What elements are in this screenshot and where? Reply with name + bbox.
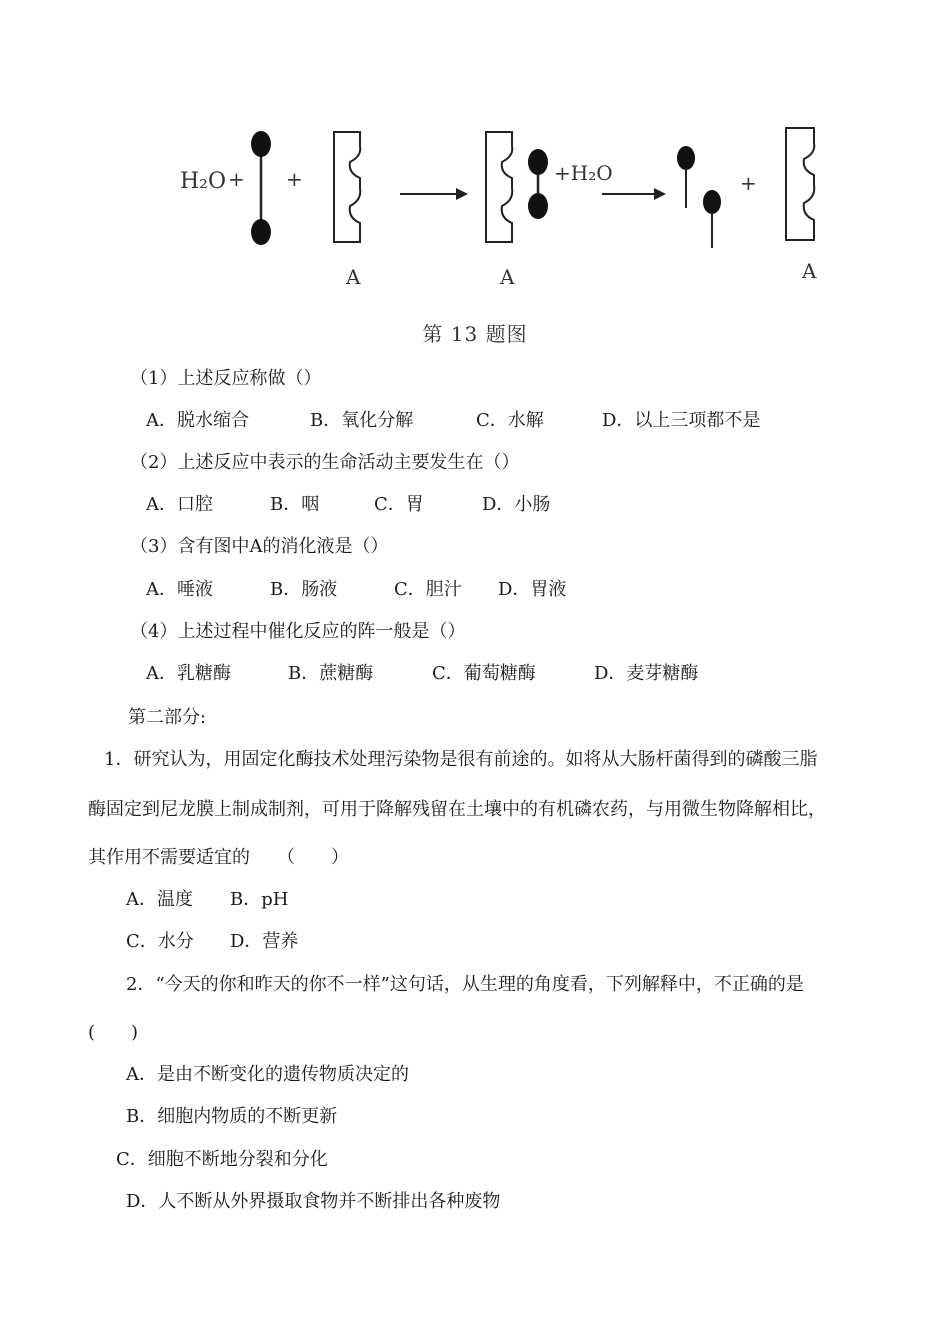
- option-a[interactable]: A．温度: [126, 889, 193, 910]
- part2-question-1-options-row1: [126, 885, 288, 911]
- option-d[interactable]: D．小肠: [482, 494, 551, 515]
- option-c[interactable]: C．细胞不断地分裂和分化: [116, 1149, 328, 1170]
- question-2-options: [146, 490, 550, 516]
- option-b[interactable]: B．肠液: [270, 579, 338, 600]
- option-b[interactable]: B．氧化分解: [310, 410, 414, 431]
- part2-question-1-options-row2: [126, 927, 298, 953]
- enzyme-label: A: [802, 259, 817, 283]
- option-d[interactable]: D．人不断从外界摄取食物并不断排出各种废物: [126, 1191, 501, 1212]
- option-a[interactable]: A．口腔: [146, 494, 213, 515]
- enzyme-substrate-complex: [486, 132, 548, 242]
- part2-question-1-line1: 1．研究认为，用固定化酶技术处理污染物是很有前途的。如将从大肠杆菌得到的磷酸三脂: [104, 749, 818, 770]
- arrow-right-icon: [602, 188, 666, 200]
- enzyme-a-shape: [334, 132, 360, 242]
- option-c[interactable]: C．胆汁: [394, 579, 462, 600]
- option-d[interactable]: D．麦芽糖酶: [594, 663, 699, 684]
- water-label-left: H₂O: [180, 169, 227, 194]
- option-c[interactable]: C．水解: [476, 410, 544, 431]
- option-d[interactable]: D．以上三项都不是: [602, 410, 761, 431]
- part2-question-2-line2: ( ): [88, 1022, 139, 1043]
- option-b[interactable]: B．蔗糖酶: [288, 663, 374, 684]
- question-4-stem: （4）上述过程中催化反应的阵一般是（）: [130, 621, 466, 642]
- option-d[interactable]: D．胃液: [498, 579, 567, 600]
- plus-sign: +: [286, 167, 303, 191]
- arrow-right-icon: [400, 188, 468, 200]
- part2-question-1-line2: 酶固定到尼龙膜上制成制剂，可用于降解残留在土壤中的有机磷农药，与用微生物降解相比，: [88, 799, 826, 820]
- question-1-stem: （1）上述反应称做（）: [130, 368, 322, 389]
- option-c[interactable]: C．葡萄糖酶: [432, 663, 536, 684]
- reaction-diagram-svg: [170, 118, 840, 298]
- option-b[interactable]: B．pH: [230, 889, 289, 910]
- option-b[interactable]: B．咽: [270, 494, 320, 515]
- enzyme-label: A: [500, 265, 515, 289]
- plus-sign: +: [740, 171, 757, 195]
- monosaccharide-molecules: [677, 146, 721, 248]
- option-a[interactable]: A．脱水缩合: [146, 410, 249, 431]
- option-a[interactable]: A．乳糖酶: [146, 663, 231, 684]
- part2-question-2-line1: 2．“今天的你和昨天的你不一样”这句话，从生理的角度看，下列解释中，不正确的是: [126, 974, 804, 995]
- option-d[interactable]: D．营养: [230, 931, 299, 952]
- question-1-options: [146, 406, 760, 432]
- plus-sign: +: [228, 167, 245, 191]
- option-a[interactable]: A．唾液: [146, 579, 213, 600]
- disaccharide-molecule: [251, 131, 271, 245]
- enzyme-a-shape: [786, 128, 814, 240]
- question-4-options: [146, 659, 698, 685]
- figure-caption: 第 13 题图: [422, 322, 528, 346]
- question-3-stem: （3）含有图中A的消化液是（）: [130, 536, 389, 557]
- option-c[interactable]: C．胃: [374, 494, 424, 515]
- enzyme-label: A: [346, 265, 361, 289]
- option-b[interactable]: B．细胞内物质的不断更新: [126, 1106, 338, 1127]
- section-heading: 第二部分:: [128, 707, 207, 728]
- part2-question-1-line3: 其作用不需要适宜的 （ ）: [88, 847, 349, 868]
- option-c[interactable]: C．水分: [126, 931, 194, 952]
- reaction-diagram: [170, 118, 840, 298]
- question-3-options: [146, 575, 566, 601]
- water-label-mid: +H₂O: [554, 161, 613, 185]
- option-a[interactable]: A．是由不断变化的遗传物质决定的: [126, 1064, 409, 1085]
- question-2-stem: （2）上述反应中表示的生命活动主要发生在（）: [130, 452, 520, 473]
